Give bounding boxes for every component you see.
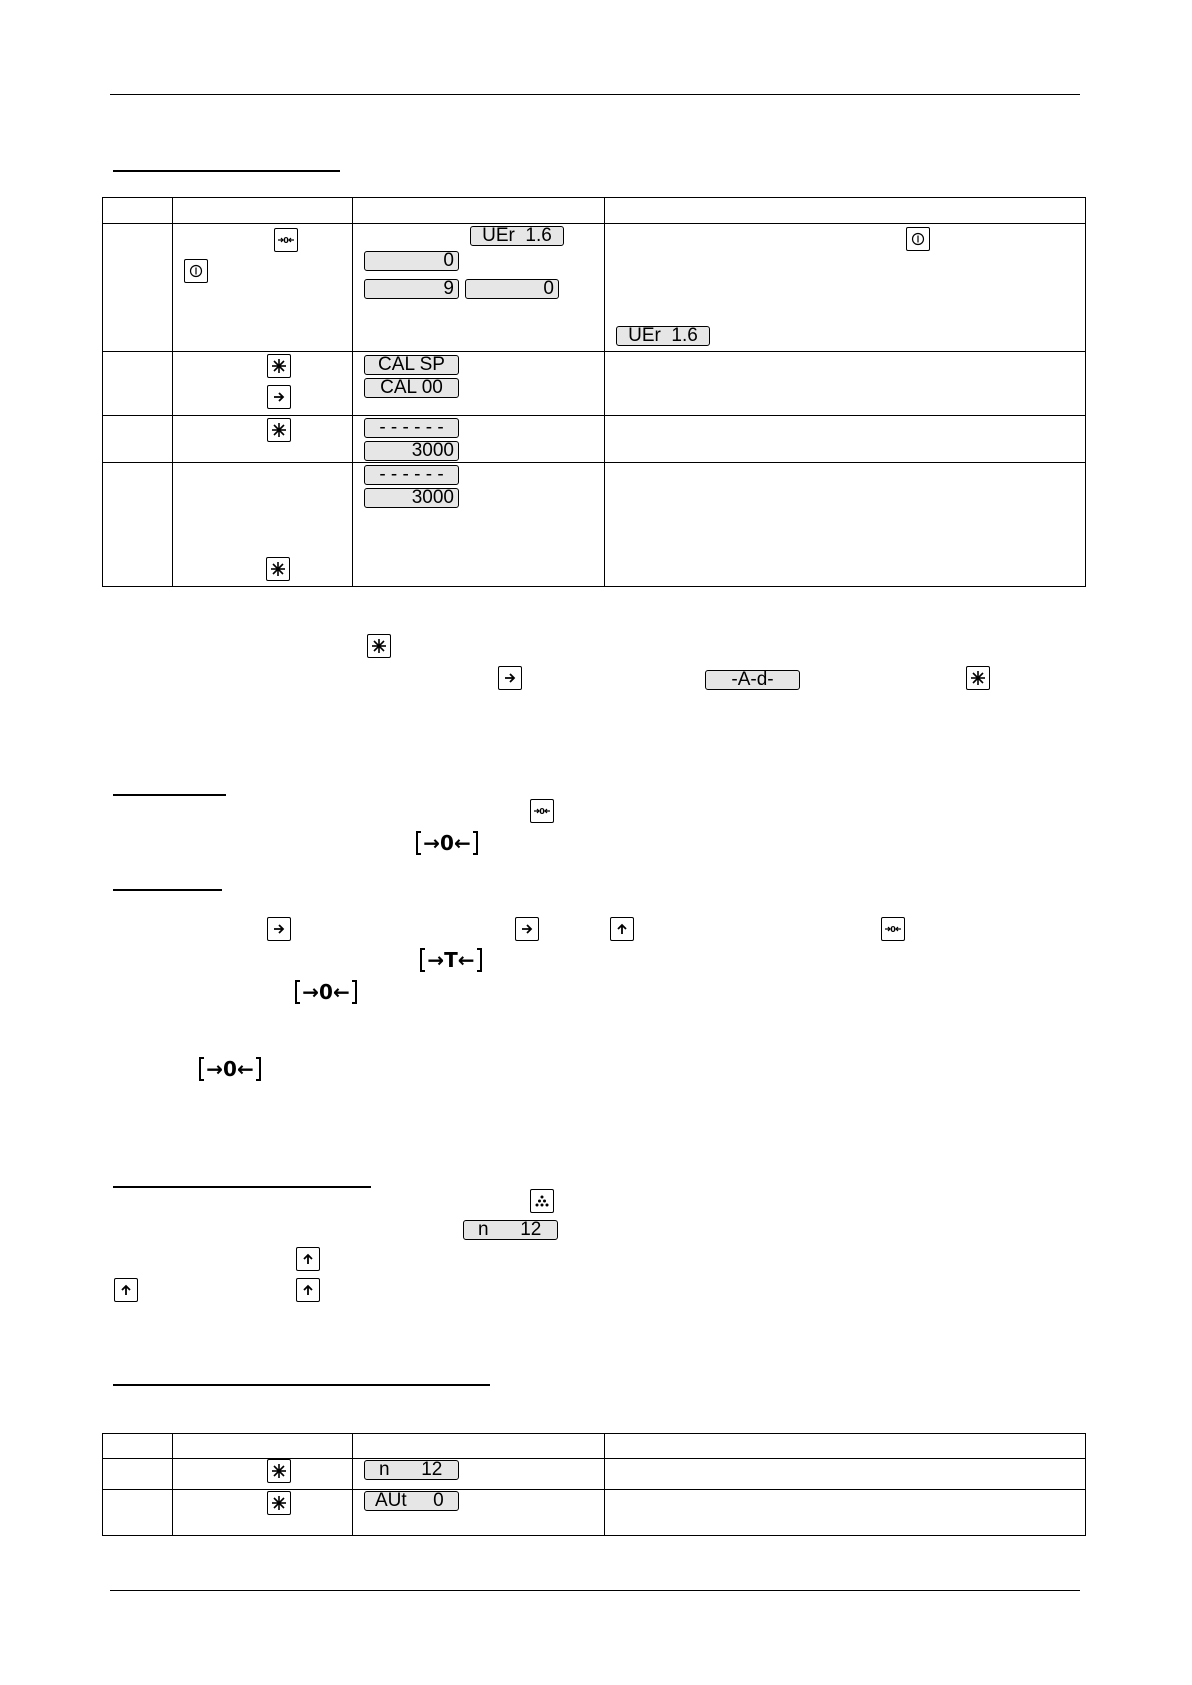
display-cal-sp: CAL SP xyxy=(364,355,459,375)
display-nine: 9 xyxy=(364,279,459,299)
display-a-d: -A-d- xyxy=(705,670,800,690)
right-arrow-key-icon xyxy=(267,385,291,409)
count-dots-key-icon xyxy=(530,1189,554,1213)
display-dashes: - - - - - - xyxy=(364,418,459,438)
up-arrow-key-icon xyxy=(296,1278,320,1302)
power-icon xyxy=(906,227,930,251)
display-aut-0: AUt 0 xyxy=(364,1491,459,1511)
zero-key-icon xyxy=(274,228,298,252)
section-heading-underline-zero xyxy=(113,794,226,796)
display-n12: n 12 xyxy=(463,1220,558,1240)
star-key-icon xyxy=(267,1459,291,1483)
table-row-divider xyxy=(102,1489,1086,1490)
star-key-icon xyxy=(267,354,291,378)
tare-indicator-symbol: →T← xyxy=(418,947,484,973)
right-arrow-key-icon xyxy=(267,917,291,941)
star-key-icon xyxy=(266,557,290,581)
right-arrow-key-icon xyxy=(498,666,522,690)
up-arrow-key-icon xyxy=(296,1247,320,1271)
display-uer-version: UEr 1.6 xyxy=(470,226,564,246)
section-heading-underline-counting xyxy=(113,1186,371,1188)
display-uer-version-note: UEr 1.6 xyxy=(616,326,710,346)
table-row-divider xyxy=(102,415,1086,416)
table-col-divider xyxy=(604,197,605,587)
zero-indicator-symbol: →0← xyxy=(197,1056,263,1082)
star-key-icon xyxy=(966,666,990,690)
zero-indicator-symbol: →0← xyxy=(414,830,480,856)
star-key-icon xyxy=(267,418,291,442)
display-zero-right: 0 xyxy=(465,279,559,299)
auto-setting-table xyxy=(102,1433,1086,1536)
power-icon xyxy=(184,259,208,283)
right-arrow-key-icon xyxy=(515,917,539,941)
table-col-divider xyxy=(172,1433,173,1536)
display-3000: 3000 xyxy=(364,488,459,508)
table-row-divider xyxy=(102,223,1086,224)
up-arrow-key-icon xyxy=(610,917,634,941)
section-heading-underline-tare xyxy=(113,889,222,891)
display-zero: 0 xyxy=(364,251,459,271)
table-row-divider xyxy=(102,351,1086,352)
table-col-divider xyxy=(172,197,173,587)
zero-indicator-symbol: →0← xyxy=(293,979,359,1005)
table-row-divider xyxy=(102,462,1086,463)
display-dashes: - - - - - - xyxy=(364,465,459,485)
table-col-divider xyxy=(604,1433,605,1536)
svg-text:0: 0 xyxy=(890,925,896,934)
footer-rule xyxy=(110,1590,1080,1591)
display-3000: 3000 xyxy=(364,441,459,461)
zero-key-icon xyxy=(881,917,905,941)
section-heading-underline-auto xyxy=(113,1384,490,1386)
table-row-divider xyxy=(102,1458,1086,1459)
star-key-icon xyxy=(367,634,391,658)
zero-key-icon xyxy=(530,799,554,823)
section-heading-underline-calibration xyxy=(113,170,340,172)
svg-text:0: 0 xyxy=(283,236,289,245)
table-col-divider xyxy=(352,197,353,587)
calibration-steps-table xyxy=(102,197,1086,587)
display-cal-00: CAL 00 xyxy=(364,378,459,398)
header-rule xyxy=(110,94,1080,95)
up-arrow-key-icon xyxy=(114,1278,138,1302)
svg-text:0: 0 xyxy=(539,807,545,816)
table-col-divider xyxy=(352,1433,353,1536)
star-key-icon xyxy=(267,1491,291,1515)
display-n12: n 12 xyxy=(364,1460,459,1480)
